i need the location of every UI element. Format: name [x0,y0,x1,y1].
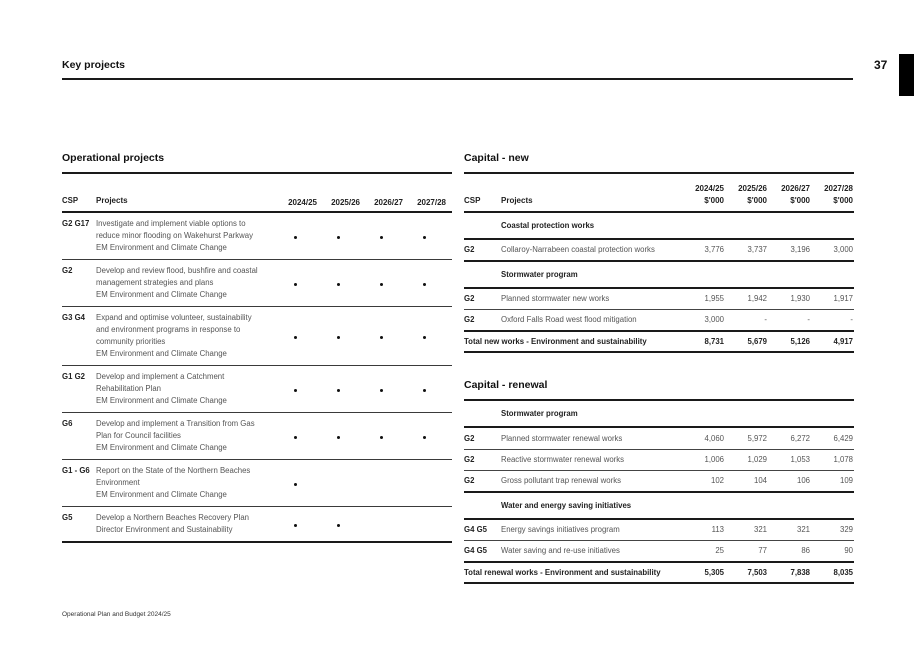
project-name: Water saving and re-use initiatives [501,546,620,556]
table-row [62,460,452,507]
budget-value: 113 [711,525,724,535]
operational-projects-title: Operational projects [62,152,165,164]
budget-value: 104 [753,476,767,486]
project-name: Oxford Falls Road west flood mitigation [501,315,637,325]
total-value: 5,679 [747,336,767,346]
year-cell [274,232,317,241]
year-label: 2024/25 [695,184,724,193]
budget-value: 1,006 [704,455,724,465]
csp-code: G1 G2 [62,372,85,381]
project-description [96,465,274,501]
year-cell [317,385,360,394]
bullet-dot-icon [337,524,340,527]
unit-label: $'000 [790,196,810,205]
project-owner: EM Environment and Climate Change [96,443,227,452]
bullet-dot-icon [380,236,383,239]
project-name: Energy savings initiatives program [501,525,620,535]
project-owner: EM Environment and Climate Change [96,490,227,499]
year-cell [403,385,446,394]
project-description [96,265,274,301]
csp-code: G2 [464,245,475,255]
year-cell [360,432,403,441]
budget-value: 3,776 [704,245,724,255]
project-text-line: Expand and optimise volunteer, sustainability [96,313,252,322]
budget-value: 1,053 [790,455,810,465]
operational-section-rule [62,172,452,174]
group-heading: Stormwater program [501,409,578,418]
total-value: 4,917 [833,336,853,346]
bullet-dot-icon [294,483,297,486]
project-name: Collaroy-Narrabeen coastal protection works [501,245,655,255]
project-description [96,512,274,536]
csp-code: G2 [62,266,73,275]
column-header-projects: Projects [96,196,128,205]
project-name: Reactive stormwater renewal works [501,455,625,465]
budget-value: 25 [715,546,724,556]
table-header [62,190,452,213]
column-header-year [810,183,853,207]
total-value: 5,305 [704,567,724,577]
budget-value: 77 [758,546,767,556]
column-header-year [724,183,767,207]
project-description [96,218,274,254]
year-cell [403,279,446,288]
page-number: 37 [874,58,888,72]
year-cell [317,520,360,529]
year-cell [317,332,360,341]
bullet-dot-icon [294,389,297,392]
csp-code: G2 G17 [62,219,90,228]
project-text-line: and environment programs in response to [96,325,241,334]
project-name: Planned stormwater new works [501,294,610,304]
project-text-line: Develop a Northern Beaches Recovery Plan [96,513,249,522]
table-row [62,507,452,543]
budget-value: 90 [844,546,853,556]
project-text-line: Rehabilitation Plan [96,384,162,393]
bullet-dot-icon [294,283,297,286]
budget-value: 6,272 [790,433,810,443]
table-row [62,366,452,413]
table-body [464,401,854,584]
year-cell [317,232,360,241]
project-text-line: Investigate and implement viable options to [96,219,246,228]
capital-new-table [464,177,854,353]
column-header-year [767,183,810,207]
project-text-line: reduce minor flooding on Wakehurst Parkway [96,231,254,240]
budget-value: 1,029 [747,455,767,465]
table-header [464,177,854,213]
csp-code: G2 [464,294,475,304]
csp-code: G3 G4 [62,313,85,322]
budget-value: 6,429 [833,433,853,443]
budget-value: 86 [801,546,810,556]
table-row [62,260,452,307]
column-header-csp: CSP [464,196,481,205]
project-text-line: Develop and implement a Transition from Gas [96,419,255,428]
total-value: 7,503 [747,567,767,577]
year-cell [360,232,403,241]
csp-code: G5 [62,513,73,522]
year-cell [403,232,446,241]
year-cell [274,479,317,488]
total-label: Total renewal works - Environment and sustainability [464,567,661,577]
year-cell [403,432,446,441]
page-footer: Operational Plan and Budget 2024/25 [62,611,171,618]
table-row [62,213,452,260]
project-owner: EM Environment and Climate Change [96,243,227,252]
total-value: 8,035 [833,567,853,577]
year-label: 2026/27 [781,184,810,193]
budget-value: 321 [796,525,810,535]
project-text-line: Develop and review flood, bushfire and coastal [96,266,258,275]
unit-label: $'000 [833,196,853,205]
column-header-year: 2025/26 [331,198,360,207]
budget-value: 3,000 [833,245,853,255]
bullet-dot-icon [337,283,340,286]
budget-value: - [764,315,767,325]
capital-renewal-title: Capital - renewal [464,379,548,391]
bullet-dot-icon [337,389,340,392]
year-cell [274,332,317,341]
year-cell [403,332,446,341]
table-row [62,307,452,366]
column-header-year: 2024/25 [288,198,317,207]
project-owner: EM Environment and Climate Change [96,349,227,358]
column-header-csp: CSP [62,196,79,205]
project-text-line: community priorities [96,337,166,346]
operational-projects-table [62,190,452,543]
budget-value: 1,078 [833,455,853,465]
budget-value: 1,917 [833,294,853,304]
bullet-dot-icon [337,336,340,339]
column-header-year: 2026/27 [374,198,403,207]
budget-value: 4,060 [704,433,724,443]
budget-value: 3,737 [747,245,767,255]
bullet-dot-icon [423,436,426,439]
budget-value: 321 [753,525,767,535]
unit-label: $'000 [747,196,767,205]
bullet-dot-icon [337,236,340,239]
bullet-dot-icon [423,389,426,392]
budget-value: 109 [839,476,853,486]
project-description [96,312,274,360]
total-value: 8,731 [704,336,724,346]
group-heading: Stormwater program [501,269,578,279]
project-text-line: Develop and implement a Catchment [96,372,225,381]
column-header-year: 2027/28 [417,198,446,207]
table-row [62,413,452,460]
csp-code: G6 [62,419,73,428]
group-heading-row [464,213,854,240]
csp-code: G2 [464,476,475,486]
csp-code: G2 [464,433,475,443]
project-owner: EM Environment and Climate Change [96,396,227,405]
budget-value: 102 [710,476,724,486]
table-row [464,428,854,450]
table-row [464,471,854,493]
group-heading: Water and energy saving initiatives [501,500,632,510]
project-description [96,371,274,407]
bullet-dot-icon [423,283,426,286]
bullet-dot-icon [294,436,297,439]
project-owner: Director Environment and Sustainability [96,525,233,534]
capital-renewal-table [464,401,854,584]
project-description [96,418,274,454]
total-label: Total new works - Environment and sustainability [464,336,647,346]
table-row [464,240,854,262]
column-header-projects: Projects [501,196,533,205]
project-owner: EM Environment and Climate Change [96,290,227,299]
page-title: Key projects [62,59,126,71]
table-body [464,213,854,353]
table-row [464,310,854,332]
bullet-dot-icon [337,436,340,439]
capital-new-section-rule [464,172,854,174]
capital-new-title: Capital - new [464,152,529,164]
total-value: 5,126 [790,336,810,346]
project-text-line: Report on the State of the Northern Beaches [96,466,251,475]
bullet-dot-icon [380,389,383,392]
project-name: Gross pollutant trap renewal works [501,476,622,486]
bullet-dot-icon [423,336,426,339]
table-row [464,541,854,563]
group-heading: Coastal protection works [501,221,595,230]
budget-value: 3,196 [790,245,810,255]
year-cell [360,385,403,394]
project-text-line: Plan for Council facilities [96,431,181,440]
page-header [62,58,853,80]
year-cell [360,279,403,288]
budget-value: 106 [796,476,810,486]
table-row [464,450,854,472]
budget-value: 3,000 [704,315,724,325]
bullet-dot-icon [294,236,297,239]
unit-label: $'000 [704,196,724,205]
column-header-year [681,183,724,207]
csp-code: G2 [464,315,475,325]
year-cell [317,432,360,441]
year-cell [360,332,403,341]
table-row [464,289,854,311]
bullet-dot-icon [294,524,297,527]
year-cell [274,432,317,441]
total-value: 7,838 [790,567,810,577]
year-cell [274,385,317,394]
budget-value: 1,942 [747,294,767,304]
budget-value: 329 [839,525,853,535]
table-row [464,520,854,542]
project-name: Planned stormwater renewal works [501,433,623,443]
year-cell [274,520,317,529]
total-row [464,332,854,354]
csp-code: G4 G5 [464,546,487,556]
csp-code: G4 G5 [464,525,487,535]
year-cell [274,279,317,288]
year-cell [317,279,360,288]
year-label: 2025/26 [738,184,767,193]
csp-code: G2 [464,455,475,465]
bullet-dot-icon [380,283,383,286]
page-tab-marker [899,54,914,96]
group-heading-row [464,401,854,428]
budget-value: - [850,315,853,325]
bullet-dot-icon [380,336,383,339]
budget-value: 1,930 [790,294,810,304]
csp-code: G1 - G6 [62,466,90,475]
year-label: 2027/28 [824,184,853,193]
budget-value: - [807,315,810,325]
group-heading-row [464,493,854,520]
bullet-dot-icon [423,236,426,239]
bullet-dot-icon [380,436,383,439]
project-text-line: management strategies and plans [96,278,214,287]
budget-value: 5,972 [747,433,767,443]
budget-value: 1,955 [704,294,724,304]
total-row [464,563,854,585]
project-text-line: Environment [96,478,140,487]
group-heading-row [464,262,854,289]
table-body [62,213,452,543]
bullet-dot-icon [294,336,297,339]
